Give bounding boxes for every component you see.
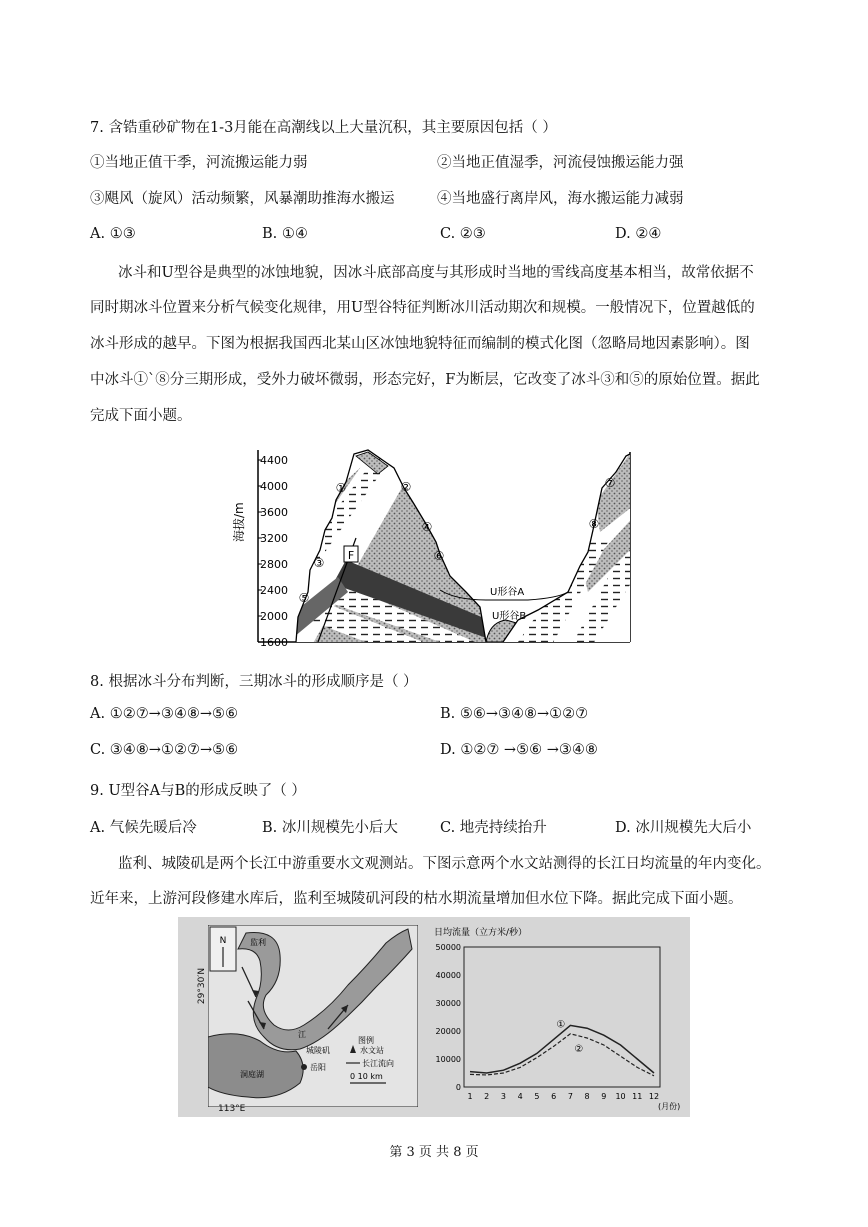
cirque-4-label: ④: [421, 520, 433, 534]
cirque-5-label: ⑤: [298, 591, 310, 605]
x-tick-label: 10: [615, 1092, 626, 1101]
jianli-label: 监利: [250, 938, 266, 947]
chart-title: 日均流量（立方米/秒）: [434, 928, 528, 938]
x-tick-label: 7: [567, 1092, 573, 1101]
page-footer: 第 3 页 共 8 页: [389, 1145, 479, 1160]
y-tick-label: 40000: [435, 971, 461, 980]
series-label-2: ②: [574, 1043, 584, 1055]
x-tick-label: 2: [484, 1092, 490, 1101]
y-tick-label: 10000: [435, 1055, 461, 1064]
x-tick-label: 3: [500, 1092, 507, 1101]
q9-option-d: D. 冰川规模先大后小: [615, 820, 752, 836]
yueyang-marker: [301, 1064, 307, 1070]
x-tick-label: 12: [648, 1092, 660, 1101]
cirque-8-label: ⑧: [588, 517, 600, 531]
legend-flow: 长江流向: [362, 1059, 394, 1068]
x-tick-label: 9: [601, 1092, 607, 1101]
q7-statement-1: ①当地正值干季，河流搬运能力弱: [90, 155, 308, 171]
y-axis-label: 海拔/m: [232, 502, 246, 542]
passage1-line3: 冰斗形成的越早。下图为根据我国西北某山区冰蚀地貌特征而编制的模式化图（忽略局地因素影响）。图: [90, 336, 750, 352]
u-valley-a-label: U形谷A: [490, 587, 525, 598]
elevation-tick-label: 3600: [260, 506, 288, 519]
q7-stem: 7. 含锆重砂矿物在1-3月能在高潮线以上大量沉积，其主要原因包括（ ）: [90, 120, 557, 136]
x-tick-label: 4: [517, 1092, 523, 1101]
q9-option-a: A. 气候先暖后冷: [90, 820, 197, 836]
cirque-7-label: ⑦: [604, 476, 616, 490]
fault-label: F: [347, 549, 355, 562]
q9-stem: 9. U型谷A与B的形成反映了（ ）: [90, 783, 306, 799]
legend-station: 水文站: [360, 1046, 384, 1055]
elevation-tick-label: 4000: [260, 480, 288, 493]
cirque-2-label: ②: [400, 480, 412, 494]
x-tick-label: 11: [632, 1092, 643, 1101]
q7-option-d: D. ②④: [615, 226, 662, 242]
passage1-line1: 冰斗和U型谷是典型的冰蚀地貌，因冰斗底部高度与其形成时当地的雪线高度基本相当，故常依据不: [118, 265, 754, 281]
y-tick-label: 50000: [435, 943, 461, 952]
river-map: [208, 925, 418, 1107]
q7-statement-2: ②当地正值湿季，河流侵蚀搬运能力强: [437, 155, 684, 171]
longitude-label: 113°E: [218, 1104, 246, 1114]
q8-option-a: A. ①②⑦→③④⑧→⑤⑥: [90, 706, 238, 722]
elevation-tick-label: 3200: [260, 532, 288, 545]
x-tick-label: 8: [584, 1092, 590, 1101]
q8-option-d: D. ①②⑦ →⑤⑥ →③④⑧: [440, 742, 598, 758]
cirque-1-label: ①: [335, 481, 347, 495]
map-and-chart-panel: [178, 917, 690, 1117]
passage1-line4: 中冰斗①`⑧分三期形成，受外力破坏微弱，形态完好，F为断层，它改变了冰斗③和⑤的原始位置。据此: [90, 372, 760, 388]
y-tick-label: 30000: [435, 999, 461, 1008]
elevation-tick-label: 4400: [260, 454, 288, 467]
x-axis-label: (月份): [658, 1102, 681, 1111]
north-label: N: [219, 936, 227, 946]
q9-option-c: C. 地壳持续抬升: [440, 820, 547, 836]
scale-label: 0 10 km: [350, 1072, 383, 1081]
discharge-chart: [428, 921, 688, 1115]
elevation-tick-label: 2800: [260, 558, 288, 571]
cirque-3-label: ③: [313, 556, 325, 570]
q8-stem: 8. 根据冰斗分布判断，三期冰斗的形成顺序是（ ）: [90, 674, 418, 690]
series-line-1: [470, 1025, 654, 1073]
q7-option-b: B. ①④: [262, 226, 308, 242]
cirque-6-label: ⑥: [433, 549, 445, 563]
passage1-line5: 完成下面小题。: [90, 408, 192, 424]
x-tick-label: 1: [467, 1092, 473, 1101]
q7-statement-3: ③飓风（旋风）活动频繁，风暴潮助推海水搬运: [90, 191, 395, 207]
chenglingji-label: 城陵矶: [306, 1046, 330, 1055]
q9-option-b: B. 冰川规模先小后大: [262, 820, 398, 836]
x-tick-label: 6: [551, 1092, 557, 1101]
elevation-tick-label: 1600: [260, 636, 288, 649]
q8-option-b: B. ⑤⑥→③④⑧→①②⑦: [440, 706, 589, 722]
plot-area: [464, 947, 660, 1087]
x-tick-label: 5: [534, 1092, 540, 1101]
legend-title: 图例: [358, 1036, 374, 1045]
u-valley-b-label: U形谷B: [492, 611, 527, 622]
y-tick-label: 0: [455, 1083, 461, 1092]
latitude-label: 29°30′N: [197, 967, 208, 1005]
series-label-1: ①: [556, 1019, 566, 1031]
glacier-profile-diagram: [228, 442, 638, 652]
passage1-line2: 同时期冰斗位置来分析气候变化规律，用U型谷特征判断冰川活动期次和规模。一般情况下，位置越低的: [90, 300, 755, 316]
y-tick-label: 20000: [435, 1027, 461, 1036]
q8-option-c: C. ③④⑧→①②⑦→⑤⑥: [90, 742, 239, 758]
elevation-tick-label: 2400: [260, 584, 288, 597]
passage2-line2: 近年来，上游河段修建水库后，监利至城陵矶河段的枯水期流量增加但水位下降。据此完成下面小题。: [90, 891, 743, 907]
jiang-label: 江: [298, 1030, 306, 1039]
q7-statement-4: ④当地盛行离岸风，海水搬运能力减弱: [437, 191, 684, 207]
elevation-tick-label: 2000: [260, 610, 288, 623]
series-line-2: [470, 1034, 654, 1076]
dongting-label: 洞庭湖: [240, 1070, 264, 1079]
yueyang-label: 岳阳: [310, 1063, 326, 1072]
q7-option-a: A. ①③: [90, 226, 136, 242]
passage2-line1: 监利、城陵矶是两个长江中游重要水文观测站。下图示意两个水文站测得的长江日均流量的年内变化。: [118, 856, 771, 872]
q7-option-c: C. ②③: [440, 226, 486, 242]
